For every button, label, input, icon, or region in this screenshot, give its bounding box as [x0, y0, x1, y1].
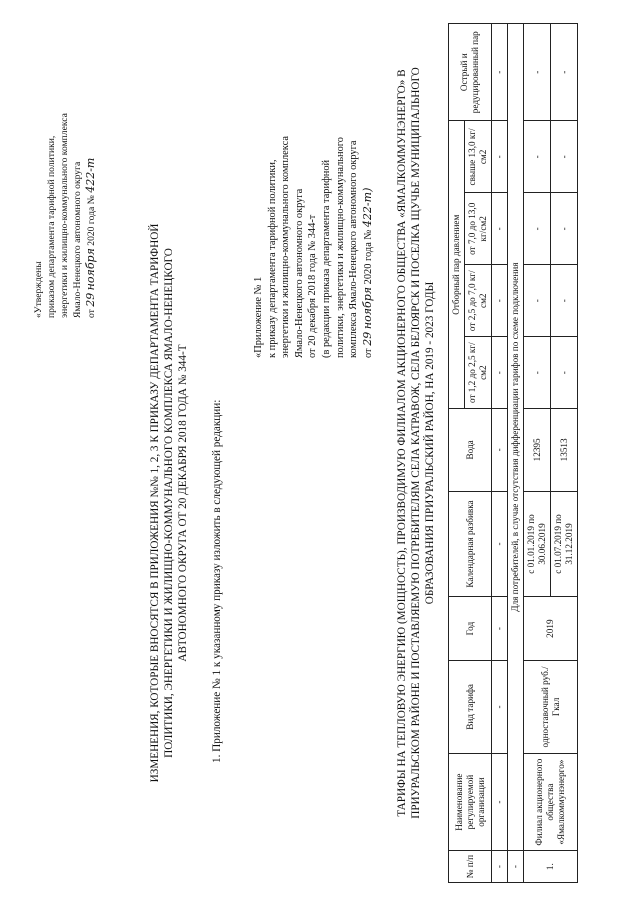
signature-month: ноября: [360, 286, 374, 330]
table-cell: -: [492, 597, 508, 660]
table-cell: -: [524, 337, 551, 409]
rotated-document: [20, 13, 640, 893]
table-row: [524, 24, 551, 883]
table-cell: -: [524, 24, 551, 121]
row-org: Филиал акционерного общества «Ямалкоммунэнерго»: [524, 753, 578, 850]
table-cell: -: [492, 24, 508, 121]
header-steam-3: от 7,0 до 13,0 кг/см2: [465, 193, 492, 265]
approval-line: энергетики и жилищно-коммунального комплекса: [59, 113, 70, 318]
changes-title: ИЗМЕНЕНИЯ, КОТОРЫЕ ВНОСЯТСЯ В ПРИЛОЖЕНИЯ №№ 1, 2, 3 К ПРИКАЗУ ДЕПАРТАМЕНТА ТАРИФНОЙ ПОЛИТИКИ, ЭНЕРГЕТИКИ И ЖИЛИЩНО-КОММУНАЛЬНОГО КОМПЛЕКСА ЯМАЛО-НЕНЕЦКОГО АВТОНОМНОГО ОКРУГА ОТ 20 ДЕКАБРЯ 2018 ГОДА № 344-Т: [149, 223, 189, 783]
table-cell: -: [492, 409, 508, 492]
header-water: Вода: [449, 409, 492, 492]
table-cell: -: [524, 265, 551, 337]
header-steam-4: свыше 13,0 кг/см2: [465, 121, 492, 193]
table-cell: -: [551, 193, 578, 265]
approval-line: приказом департамента тарифной политики,: [46, 135, 57, 318]
row-period: с 01.01.2019 по 30.06.2019: [524, 491, 551, 597]
table-cell: -: [551, 337, 578, 409]
signature-number: 422-т: [84, 157, 97, 193]
table-cell: -: [524, 121, 551, 193]
signature-month: ноября: [84, 248, 97, 291]
header-steam-2: от 2,5 до 7,0 кг/см2: [465, 265, 492, 337]
appendix-line: (в редакции приказа департамента тарифной: [320, 159, 332, 358]
row-kind: одноставочный руб./Гкал: [524, 660, 578, 753]
table-cell: -: [492, 660, 508, 753]
appendix-line: к приказу департамента тарифной политики,: [266, 159, 278, 358]
row-period: с 01.07.2019 по 31.12.2019: [551, 491, 578, 597]
row-water: 12395: [524, 409, 551, 492]
header-year: Год: [449, 597, 492, 660]
table-header-row: [449, 24, 465, 883]
table-cell: -: [492, 851, 508, 883]
table-cell: -: [492, 121, 508, 193]
approval-line: Ямало-Ненецкого автономного округа: [72, 161, 83, 318]
header-steam: Отборный пар давлением: [449, 121, 465, 409]
appendix-date: от 29 ноября 2020 года № 422-т): [360, 187, 374, 358]
header-num: № п/п: [449, 851, 492, 883]
table-cell: -: [492, 265, 508, 337]
approval-date: от 29 ноября 2020 года № 422-т: [84, 157, 97, 318]
table-cell: -: [524, 193, 551, 265]
table-cell: -: [492, 337, 508, 409]
appendix-line: комплекса Ямало-Ненецкого автономного округа: [348, 140, 360, 358]
section-label: Для потребителей, в случае отсутствия дифференциации тарифов по схеме подключения: [508, 24, 524, 851]
table-cell: -: [551, 121, 578, 193]
table-cell: -: [551, 265, 578, 337]
appendix-line: энергетики и жилищно-коммунального комплекса: [280, 136, 292, 358]
tariff-title: ТАРИФЫ НА ТЕПЛОВУЮ ЭНЕРГИЮ (МОЩНОСТЬ), ПРОИЗВОДИМУЮ ФИЛИАЛОМ АКЦИОНЕРНОГО ОБЩЕСТВА «ЯМАЛКОММУНЭНЕРГО» В ПРИУРАЛЬСКОМ РАЙОНЕ И ПОСТАВЛЯЕМУЮ ПОТРЕБИТЕЛЯМ СЕЛА КАТРАВОЖ, СЕЛА БЕЛОЯРСК И ПОСЕЛКА ЩУЧЬЕ МУНИЦИПАЛЬНОГО ОБРАЗОВАНИЯ ПРИУРАЛЬСКИЙ РАЙОН, НА 2019 - 2023 ГОДЫ: [396, 67, 436, 819]
header-reduced: Острый и редуцированный пар: [449, 24, 492, 121]
header-org: Наименование регулируемой организации: [449, 753, 492, 850]
header-steam-1: от 1,2 до 2,5 кг/см2: [465, 337, 492, 409]
signature-number: 422-т): [360, 187, 374, 228]
table-cell: -: [508, 851, 524, 883]
approval-stamp: [32, 18, 98, 318]
appendix-line: «Приложение № 1: [253, 276, 264, 358]
row-num: 1.: [524, 851, 578, 883]
appendix-header: [252, 28, 375, 358]
table-row: [492, 24, 508, 883]
signature-day: 29: [84, 292, 97, 307]
appendix-line: Ямало-Ненецкого автономного округа: [293, 188, 305, 358]
table-cell: -: [492, 753, 508, 850]
signature-day: 29: [360, 331, 374, 346]
header-kind: Вид тарифа: [449, 660, 492, 753]
row-water: 13513: [551, 409, 578, 492]
table-cell: -: [492, 491, 508, 597]
appendix-line: политики, энергетики и жилищно-коммунального: [334, 136, 346, 358]
table-cell: -: [551, 24, 578, 121]
intro-paragraph: 1. Приложение № 1 к указанному приказу изложить в следующей редакции:: [211, 399, 223, 763]
header-period: Календарная разбивка: [449, 491, 492, 597]
section-row: [508, 24, 524, 883]
row-year: 2019: [524, 597, 578, 660]
appendix-line: от 20 декабря 2018 года № 344-т: [307, 214, 319, 358]
tariff-table: [448, 23, 578, 883]
approval-line: «Утверждены: [33, 261, 44, 318]
table-cell: -: [492, 193, 508, 265]
